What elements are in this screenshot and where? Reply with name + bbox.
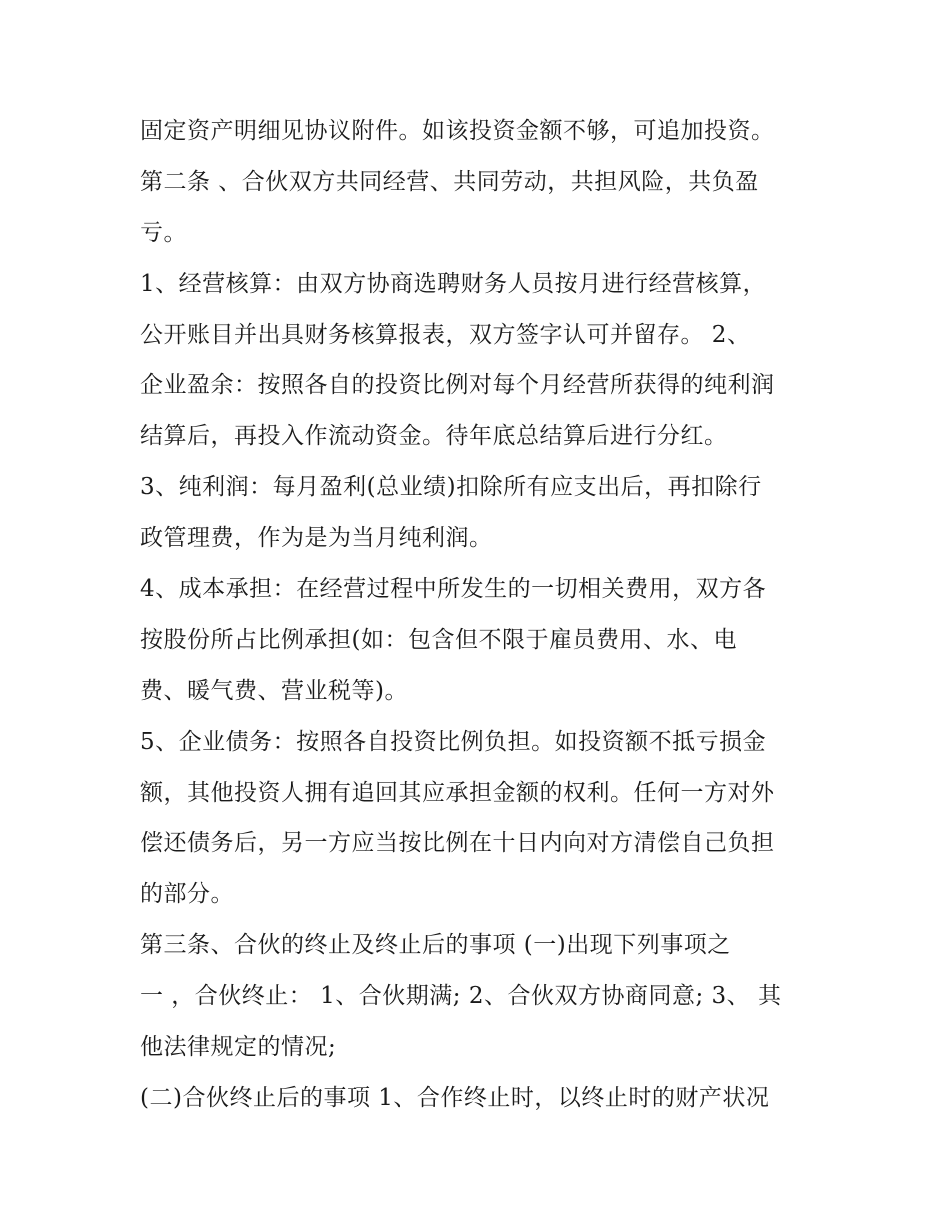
text-line: 固定资产明细见协议附件。如该投资金额不够，可追加投资。 bbox=[140, 118, 775, 144]
text-line: 他法律规定的情况; bbox=[140, 1034, 337, 1061]
text-line: 企业盈余：按照各自的投资比例对每个月经营所获得的纯利润 bbox=[140, 372, 775, 399]
document-body bbox=[140, 106, 830, 1124]
text-line: 3、纯利润：每月盈利(总业绩)扣除所有应支出后，再扣除行 bbox=[140, 474, 762, 501]
text-line: 结算后，再投入作流动资金。待年底总结算后进行分红。 bbox=[140, 423, 728, 450]
text-line: 4、成本承担：在经营过程中所发生的一切相关费用，双方各 bbox=[140, 576, 767, 603]
text-line: 1、经营核算：由双方协商选聘财务人员按月进行经营核算， bbox=[140, 270, 767, 297]
text-line: 第二条 、合伙双方共同经营、共同劳动，共担风险，共负盈 bbox=[140, 168, 759, 195]
text-line: 按股份所占比例承担(如：包含但不限于雇员费用、水、电 bbox=[140, 626, 737, 653]
text-line: (二)合伙终止后的事项 1、合作终止时，以终止时的财产状况 bbox=[140, 1084, 770, 1111]
text-line: 5、企业债务：按照各自投资比例负担。如投资额不抵亏损金 bbox=[140, 728, 767, 755]
text-line: 额，其他投资人拥有追回其应承担金额的权利。任何一方对外 bbox=[140, 779, 775, 806]
text-line: 偿还债务后，另一方应当按比例在十日内向对方清偿自己负担 bbox=[140, 830, 775, 857]
text-line: 的部分。 bbox=[140, 881, 234, 908]
text-line: 政管理费，作为是为当月纯利润。 bbox=[140, 525, 493, 552]
text-line: 亏。 bbox=[140, 219, 187, 246]
text-line: 公开账目并出具财务核算报表，双方签字认可并留存。 2、 bbox=[140, 321, 751, 348]
text-line: 一 ，合伙终止： 1、合伙期满; 2、合伙双方协商同意; 3、 其 bbox=[140, 983, 782, 1010]
text-line: 第三条、合伙的终止及终止后的事项 (一)出现下列事项之 bbox=[140, 932, 731, 959]
text-line: 费、暖气费、营业税等)。 bbox=[140, 677, 408, 704]
